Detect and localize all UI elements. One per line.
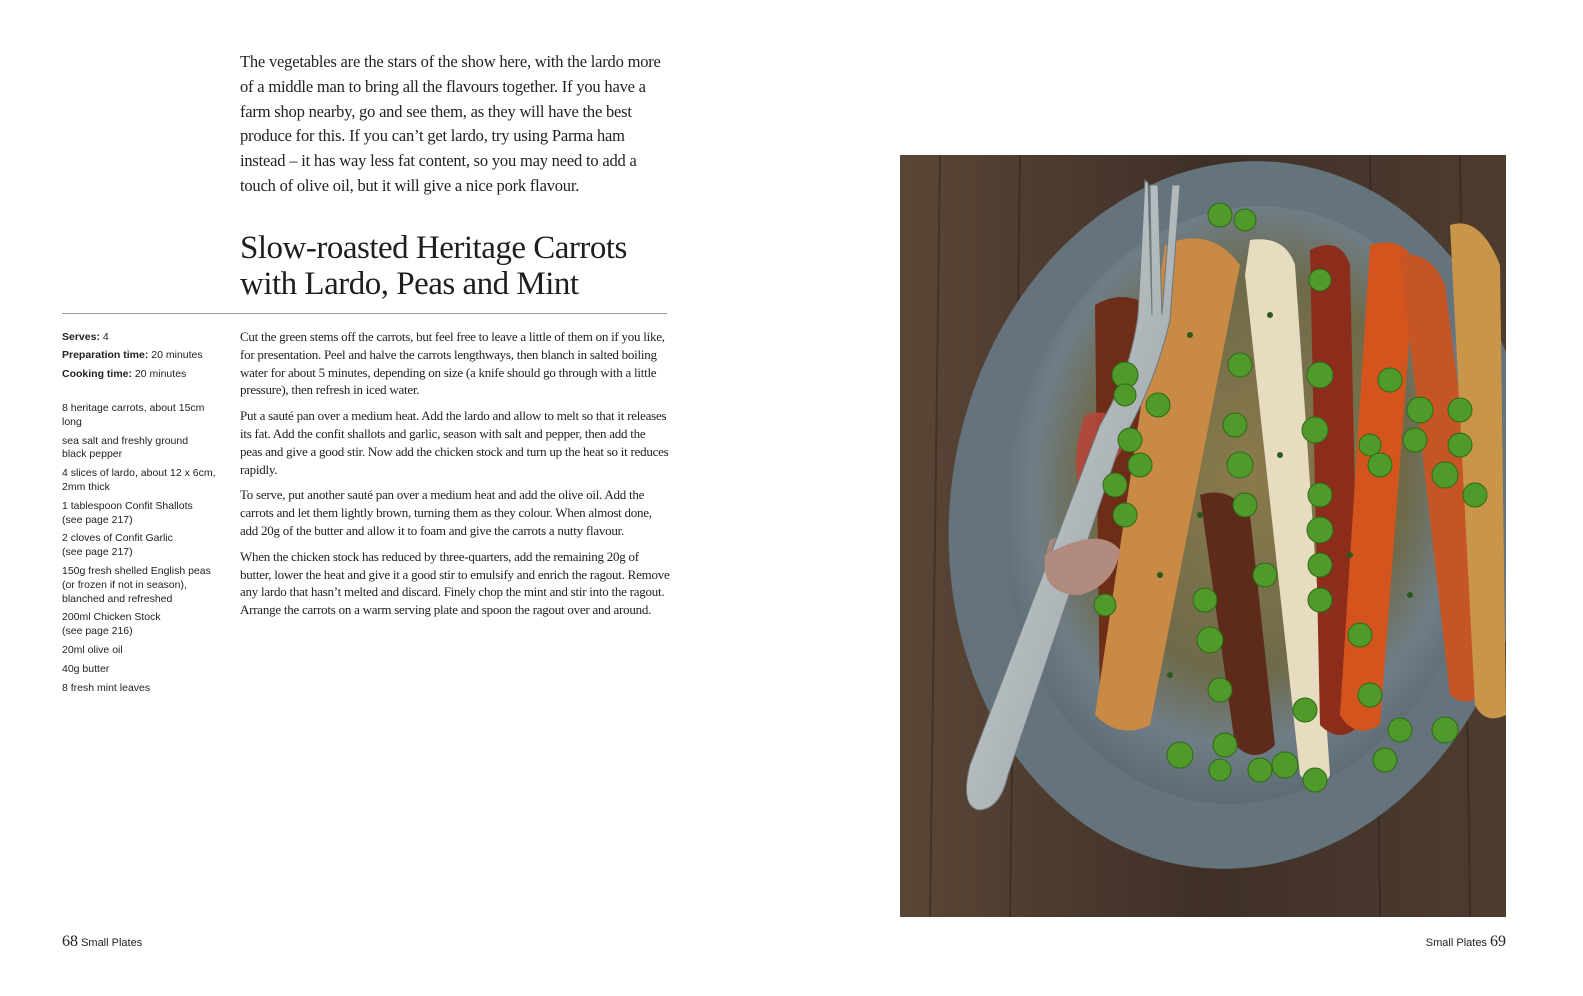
recipe-photo bbox=[900, 155, 1506, 917]
page-number-right: 69 bbox=[1490, 933, 1506, 950]
ingredient-item: 20ml olive oil bbox=[62, 643, 123, 656]
serves-value: 4 bbox=[102, 331, 109, 343]
method-step: Cut the green stems off the carrots, but feel free to leave a little of them on if you like, for presentation. Peel and halve the carrots lengthways, then blanch in salted boiling water for about 5 minutes, depending on size (a knife should go through with a little pressure), then refresh in iced water. bbox=[240, 329, 665, 398]
method-step: Put a sauté pan over a medium heat. Add the lardo and allow to melt so that it releases its fat. Add the confit shallots and garlic, season with salt and pepper, then add the peas and give a good stir. Now add the chicken stock and turn up the heat so it reduces rapidly. bbox=[240, 408, 669, 477]
footer-left bbox=[62, 932, 142, 953]
prep-time-row bbox=[62, 346, 227, 364]
ingredient-item: 1 tablespoon Confit Shallots (see page 217) bbox=[62, 499, 193, 526]
ingredient-item: 150g fresh shelled English peas (or frozen if not in season), blanched and refreshed bbox=[62, 564, 211, 605]
cook-time-row bbox=[62, 365, 227, 383]
ingredient-item: 40g butter bbox=[62, 662, 110, 675]
section-label-left: Small Plates bbox=[81, 937, 143, 949]
method-section bbox=[240, 328, 670, 627]
prep-time-label: Preparation time: bbox=[62, 349, 149, 362]
ingredient-item: sea salt and freshly ground black pepper bbox=[62, 434, 189, 461]
dish-illustration bbox=[900, 155, 1506, 917]
recipe-meta bbox=[62, 328, 227, 383]
prep-time-value: 20 minutes bbox=[151, 349, 203, 362]
ingredient-item: 8 fresh mint leaves bbox=[62, 681, 151, 694]
section-label-right: Small Plates bbox=[1425, 937, 1487, 949]
recipe-title-line-2: with Lardo, Peas and Mint bbox=[240, 266, 579, 302]
ingredient-list bbox=[62, 402, 227, 700]
cook-time-label: Cooking time: bbox=[62, 367, 132, 380]
page-number-left: 68 bbox=[62, 933, 78, 950]
method-step: When the chicken stock has reduced by three-quarters, add the remaining 20g of butter, lower the heat and give it a good stir to emulsify and enrich the ragout. Remove any lardo that hasn’t melted and discard. Finely chop the mint and stir into the ragout. Arrange the carrots on a warm serving plate and spoon the ragout over and around. bbox=[240, 548, 670, 618]
method-step: To serve, put another sauté pan over a medium heat and add the olive oil. Add the carrots and let them lightly brown, turning them as they colour. When almost done, add 20g of the butter and allow it to foam and give the carrots a nutty flavour. bbox=[240, 487, 652, 538]
ingredient-item: 8 heritage carrots, about 15cm long bbox=[62, 402, 205, 428]
ingredient-item: 200ml Chicken Stock (see page 216) bbox=[62, 611, 161, 638]
serves-row bbox=[62, 328, 227, 346]
ingredient-item: 2 cloves of Confit Garlic (see page 217) bbox=[62, 532, 173, 559]
footer-right bbox=[1426, 932, 1506, 953]
recipe-title-line-1: Slow-roasted Heritage Carrots bbox=[240, 230, 627, 266]
cook-time-value: 20 minutes bbox=[134, 367, 187, 380]
recipe-title bbox=[240, 230, 680, 302]
intro-paragraph: The vegetables are the stars of the show here, with the lardo more of a middle man to bring all the flavours together. If you have a farm shop nearby, go and see them, as they will have the best produce for this. If you can’t get lardo, try using Parma ham instead – it has way less fat content, so you may need to add a touch of olive oil, but it will give a nice pork flavour. bbox=[240, 52, 661, 195]
ingredient-item: 4 slices of lardo, about 12 x 6cm, 2mm thick bbox=[62, 467, 216, 493]
serves-label: Serves: bbox=[62, 331, 100, 343]
title-divider bbox=[62, 313, 667, 314]
